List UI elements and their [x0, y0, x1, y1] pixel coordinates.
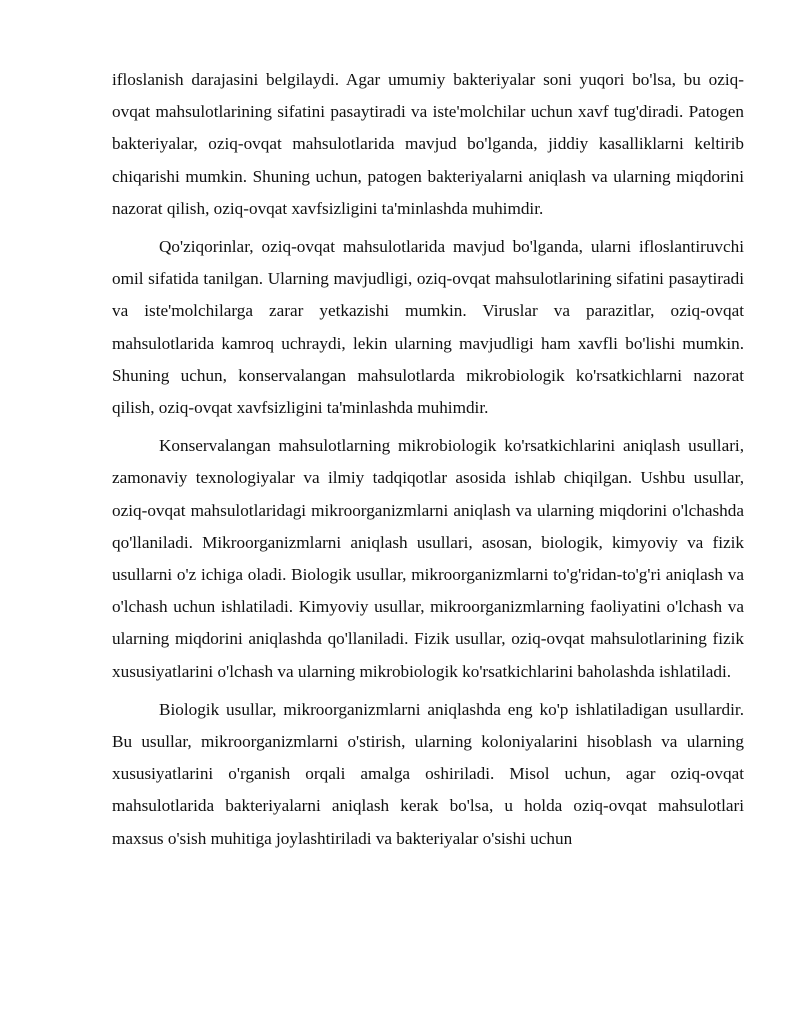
paragraph-fungi: Qo'ziqorinlar, oziq-ovqat mahsulotlarida mavjud bo'lganda, ularni ifloslantiruvchi omil sifatida tanilgan. Ularning mavjudligi, oziq-ovqat mahsulotlarining sifatini pasaytiradi va iste'molchilarga zarar yetkazishi mumkin. Viruslar va parazitlar, oziq-ovqat mahsulotlarida kamroq uchraydi, lekin ularning mavjudligi ham xavfli bo'lishi mumkin. Shuning uchun, konservalangan mahsulotlarda mikrobiologik ko'rsatkichlarni nazorat qilish, oziq-ovqat xavfsizligini ta'minlashda muhimdir. [112, 237, 744, 418]
paragraph-methods: Konservalangan mahsulotlarning mikrobiologik ko'rsatkichlarini aniqlash usullari, zamonaviy texnologiyalar va ilmiy tadqiqotlar asosida ishlab chiqilgan. Ushbu usullar, oziq-ovqat mahsulotlaridagi mikroorganizmlarni aniqlash va ularning miqdorini o'lchashda qo'llaniladi. Mikroorganizmlarni aniqlash usullari, asosan, biologik, kimyoviy va fizik usullarni o'z ichiga oladi. Biologik usullar, mikroorganizmlarni to'g'ridan-to'g'ri aniqlash va o'lchash uchun ishlatiladi. Kimyoviy usullar, mikroorganizmlarning faoliyatini o'lchash va ularning miqdorini aniqlashda qo'llaniladi. Fizik usullar, oziq-ovqat mahsulotlarining fizik xususiyatlarini o'lchash va ularning mikrobiologik ko'rsatkichlarini baholashda ishlatiladi. [112, 436, 744, 681]
paragraph-biological-methods: Biologik usullar, mikroorganizmlarni aniqlashda eng ko'p ishlatiladigan usullardir. Bu usullar, mikroorganizmlarni o'stirish, ularning koloniyalarini hisoblash va ularning xususiyatlarini o'rganish orqali amalga oshiriladi. Misol uchun, agar oziq-ovqat mahsulotlarida bakteriyalarni aniqlash kerak bo'lsa, u holda oziq-ovqat mahsulotlari maxsus o'sish muhitiga joylashtiriladi va bakteriyalar o'sishi uchun [112, 699, 744, 848]
document-page [112, 64, 744, 861]
paragraph-continuation: ifloslanish darajasini belgilaydi. Agar umumiy bakteriyalar soni yuqori bo'lsa, bu oziq-ovqat mahsulotlarining sifatini pasaytiradi va iste'molchilar uchun xavf tug'diradi. Patogen bakteriyalar, oziq-ovqat mahsulotlarida mavjud bo'lganda, jiddiy kasalliklarni keltirib chiqarishi mumkin. Shuning uchun, patogen bakteriyalarni aniqlash va ularning miqdorini nazorat qilish, oziq-ovqat xavfsizligini ta'minlashda muhimdir. [112, 70, 744, 218]
